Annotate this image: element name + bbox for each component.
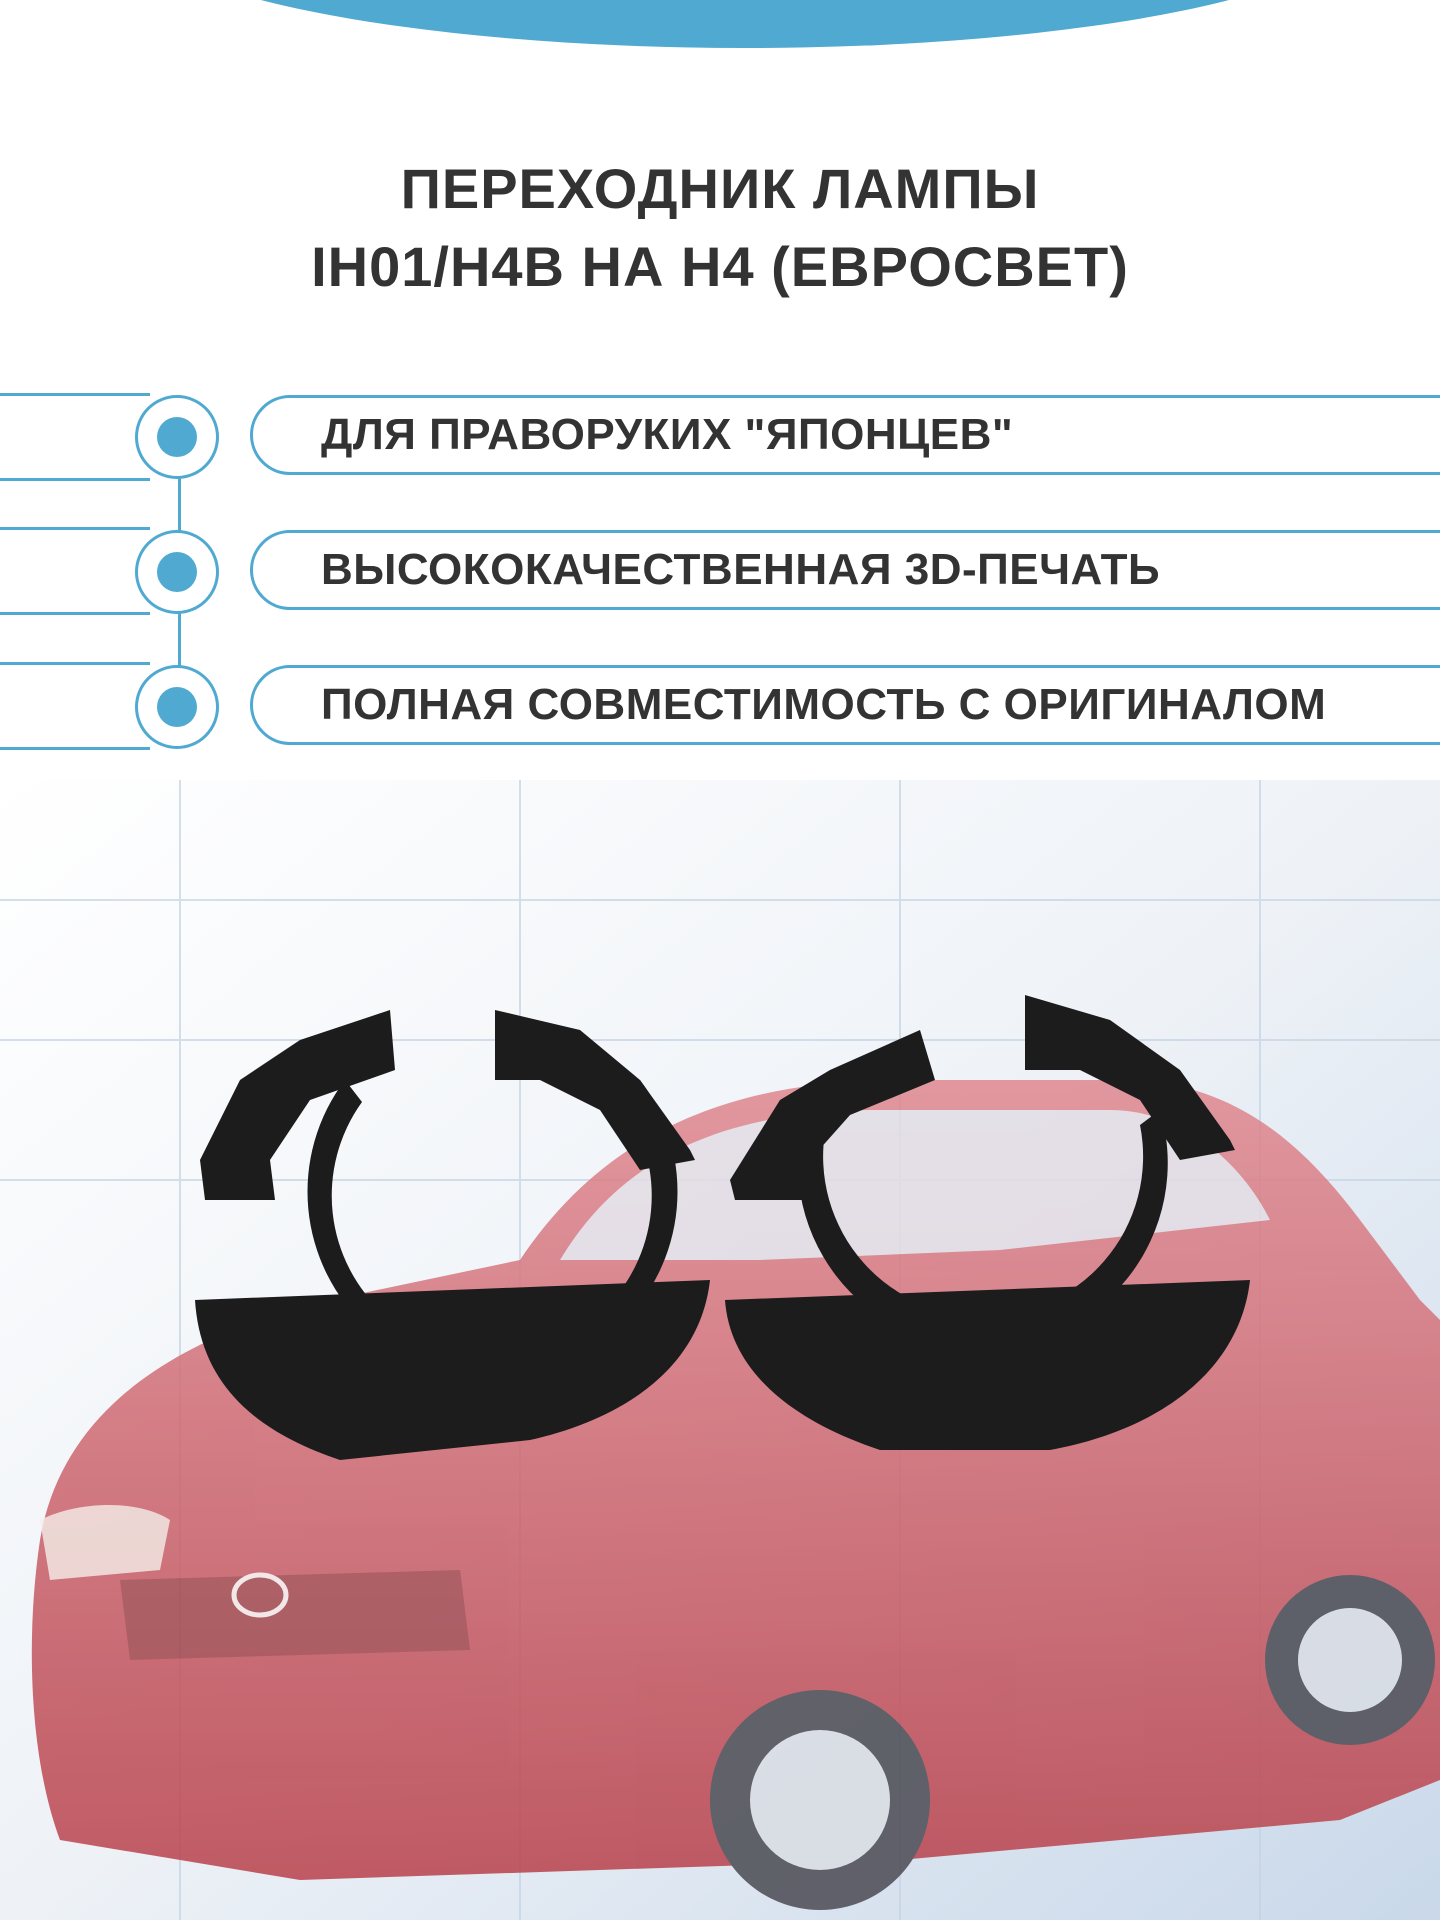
product-photo <box>0 780 1440 1920</box>
car-hubcap-front <box>750 1730 890 1870</box>
bullet-dot-icon <box>157 552 197 592</box>
car-headlight <box>40 1505 170 1580</box>
bullet-ring-icon <box>135 395 219 479</box>
product-illustration <box>0 780 1440 1920</box>
feature-label: ДЛЯ ПРАВОРУКИХ "ЯПОНЦЕВ" <box>321 410 1014 459</box>
bullet-ring-icon <box>135 530 219 614</box>
connector-line <box>0 662 150 665</box>
bullet-dot-icon <box>157 687 197 727</box>
feature-item <box>250 665 1440 745</box>
title-line-2: IH01/H4B НА H4 (ЕВРОСВЕТ) <box>311 235 1129 298</box>
bullet-dot-icon <box>157 417 197 457</box>
connector-line <box>0 478 150 481</box>
connector-line <box>0 747 150 750</box>
bullet-ring-icon <box>135 665 219 749</box>
feature-label: ВЫСОКОКАЧЕСТВЕННАЯ 3D-ПЕЧАТЬ <box>321 545 1161 594</box>
feature-item <box>250 530 1440 610</box>
car-grille <box>120 1570 470 1660</box>
feature-label: ПОЛНАЯ СОВМЕСТИМОСТЬ С ОРИГИНАЛОМ <box>321 680 1327 729</box>
feature-item <box>250 395 1440 475</box>
title-line-1: ПЕРЕХОДНИК ЛАМПЫ <box>400 157 1040 220</box>
car-hubcap-rear <box>1298 1608 1402 1712</box>
connector-line <box>0 612 150 615</box>
connector-line <box>0 527 150 530</box>
connector-line <box>0 393 150 396</box>
feature-list <box>0 0 1440 760</box>
